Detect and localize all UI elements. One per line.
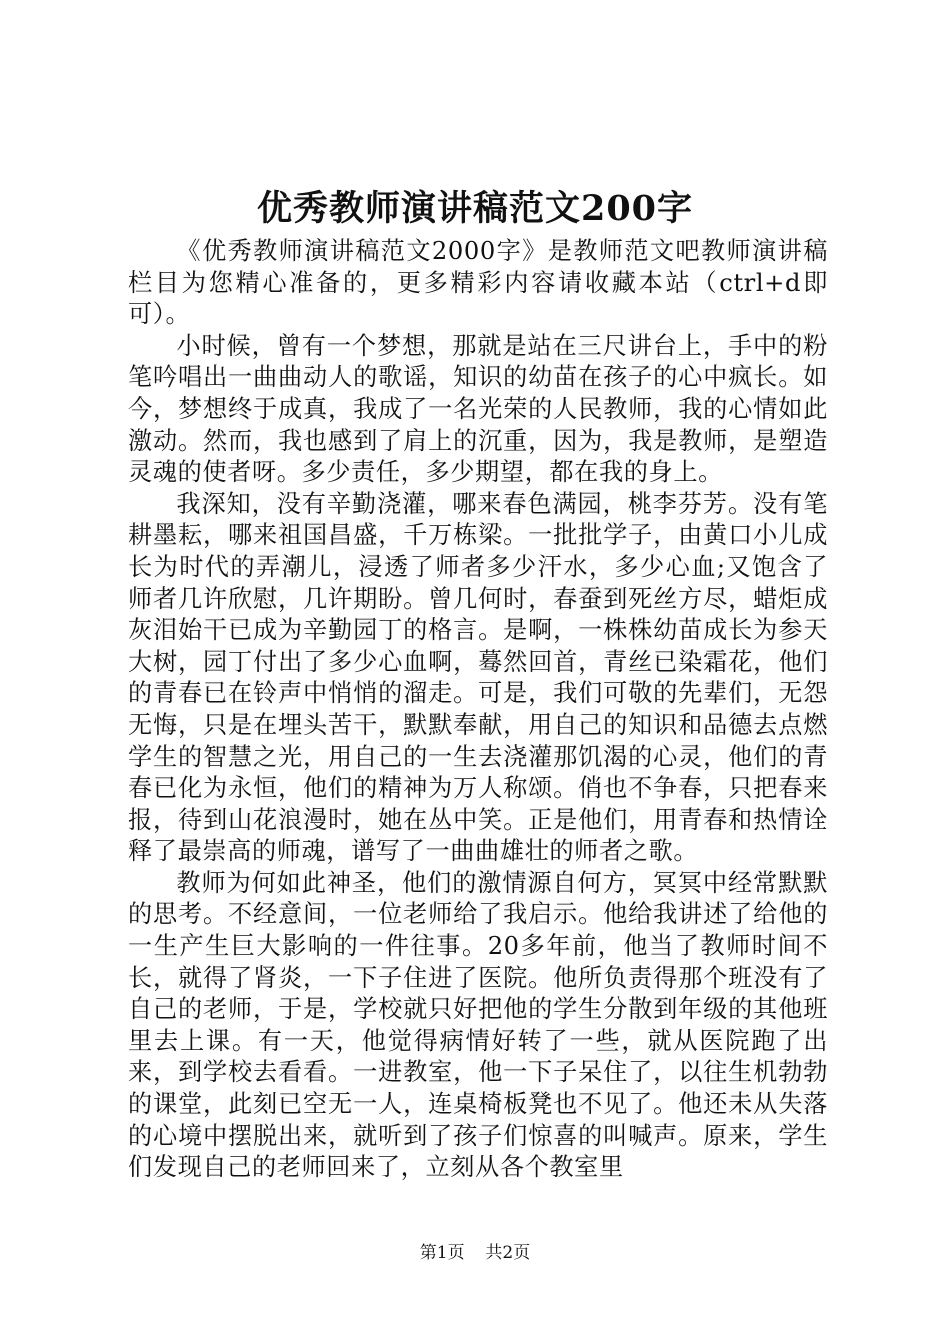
paragraph-story: 教师为何如此神圣，他们的激情源自何方，冥冥中经常默默的思考。不经意间，一位老师给了我启示。他给我讲述了给他的一生产生巨大影响的一件往事。20多年前，他当了教师时间不长，就得了肾炎，一下子住进了医院。他所负责得那个班没有了自己的老师，于是，学校就只好把他的学生分散到年级的其他班里去上课。有一天，他觉得病情好转了一些，就从医院跑了出来，到学校去看看。一进教室，他一下子呆住了，以往生机勃勃的课堂，此刻已空无一人，连桌椅板凳也不见了。他还未从失落的心境中摆脱出来，就听到了孩子们惊喜的叫喊声。原来，学生们发现自己的老师回来了，立刻从各个教室里	[128, 868, 828, 1182]
document-body	[128, 236, 828, 1184]
paragraph-tribute: 我深知，没有辛勤浇灌，哪来春色满园，桃李芬芳。没有笔耕墨耘，哪来祖国昌盛，千万栋梁。一批批学子，由黄口小儿成长为时代的弄潮儿，浸透了师者多少汗水，多少心血;又饱含了师者几许欣慰，几许期盼。曾几何时，春蚕到死丝方尽，蜡炬成灰泪始干已成为辛勤园丁的格言。是啊，一株株幼苗成长为参天大树，园丁付出了多少心血啊，蓦然回首，青丝已染霜花，他们的青春已在铃声中悄悄的溜走。可是，我们可敬的先辈们，无怨无悔，只是在埋头苦干，默默奉献，用自己的知识和品德去点燃学生的智慧之光，用自己的一生去浇灌那饥渴的心灵，他们的青春已化为永恒，他们的精神为万人称颂。俏也不争春，只把春来报，待到山花浪漫时，她在丛中笑。正是他们，用青春和热情诠释了最崇高的师魂，谱写了一曲曲雄壮的师者之歌。	[128, 489, 828, 866]
page-total: 共2页	[485, 1243, 531, 1263]
paragraph-dream: 小时候，曾有一个梦想，那就是站在三尺讲台上，手中的粉笔吟唱出一曲曲动人的歌谣，知识的幼苗在孩子的心中疯长。如今，梦想终于成真，我成了一名光荣的人民教师，我的心情如此激动。然而，我也感到了肩上的沉重，因为，我是教师，是塑造灵魂的使者呀。多少责任，多少期望，都在我的身上。	[128, 331, 828, 487]
paragraph-intro: 《优秀教师演讲稿范文2000字》是教师范文吧教师演讲稿栏目为您精心准备的，更多精彩内容请收藏本站（ctrl+d即可）。	[128, 237, 828, 329]
page-footer	[0, 1240, 950, 1266]
document-title: 优秀教师演讲稿范文200字	[256, 188, 694, 229]
page-number: 第1页	[419, 1243, 465, 1263]
